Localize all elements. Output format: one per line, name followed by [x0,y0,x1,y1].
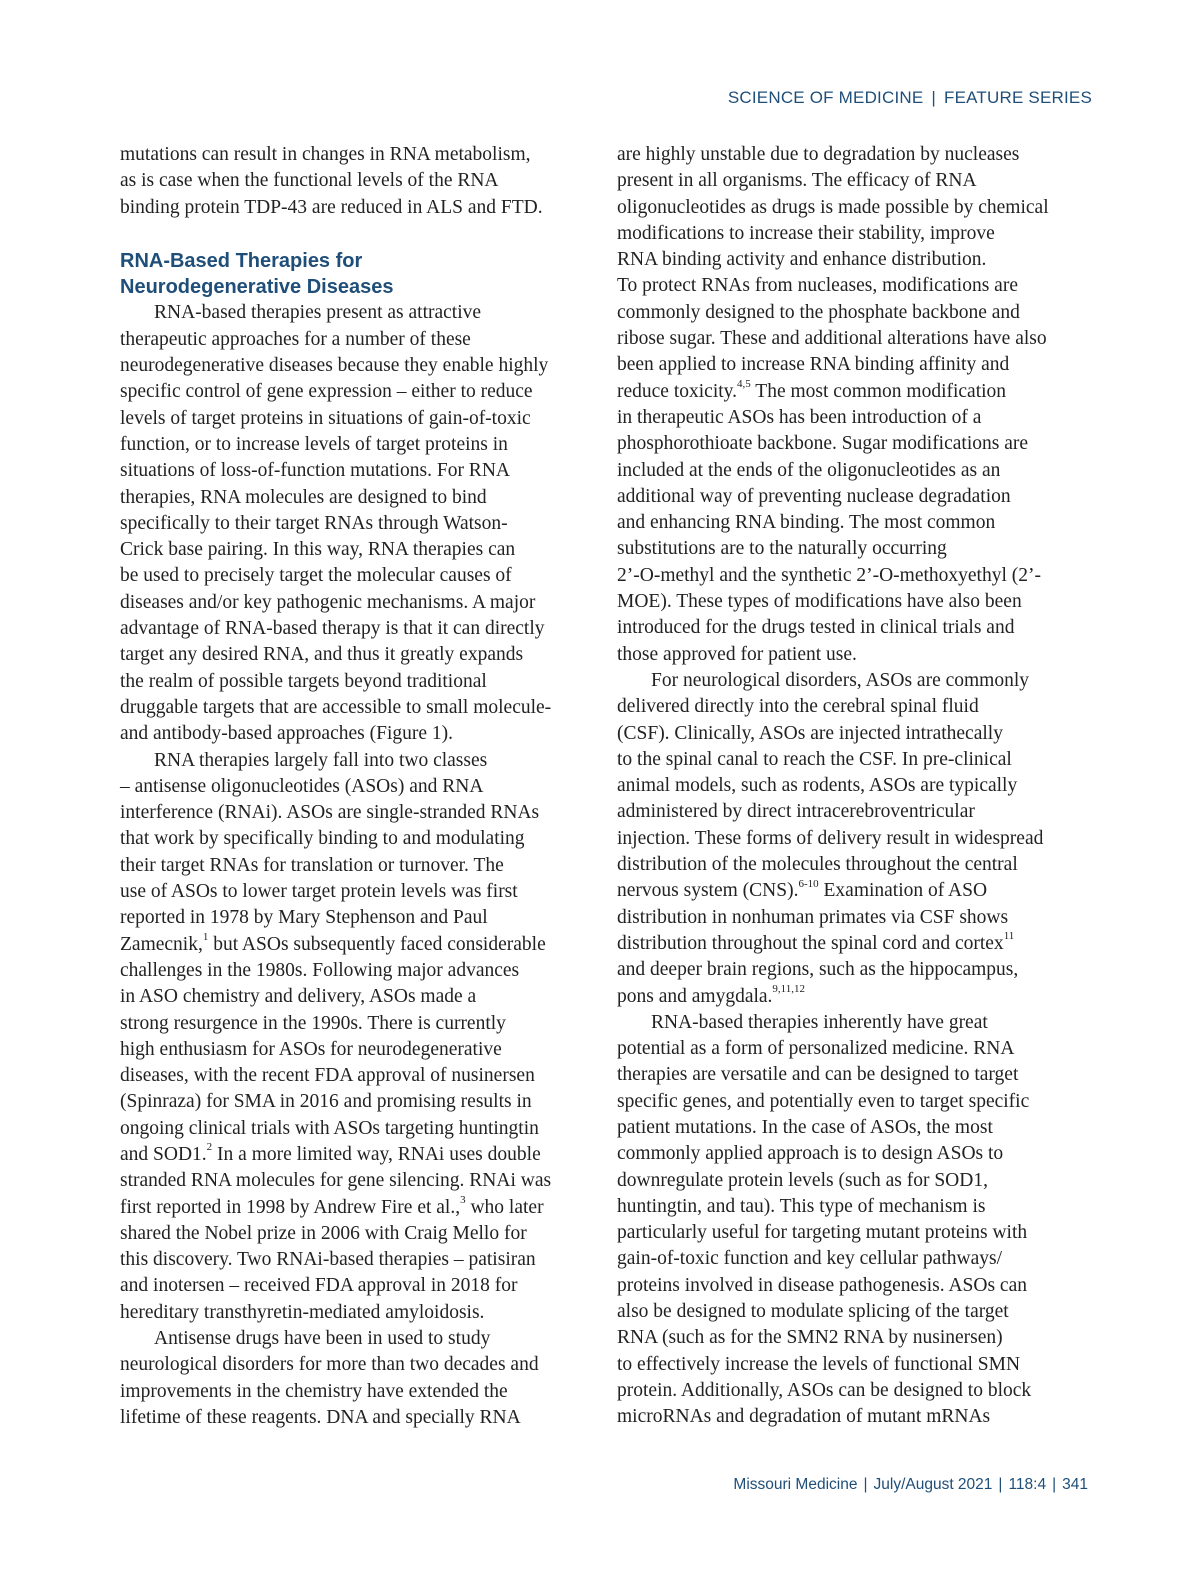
section-heading-line: RNA-Based Therapies for [120,249,363,272]
body-line: are highly unstable due to degradation by nucleases [617,144,1020,165]
body-line: (Spinraza) for SMA in 2016 and promising results in [120,1091,532,1113]
text-run: and SOD1. [120,1143,207,1165]
body-line: as is case when the functional levels of the RNA [120,170,499,192]
body-line: ongoing clinical trials with ASOs targeting huntingtin [120,1117,539,1139]
body-line: RNA therapies largely fall into two classes [154,749,488,771]
body-line: hereditary transthyretin-mediated amyloidosis. [120,1301,485,1323]
body-line: also be designed to modulate splicing of the target [617,1301,1009,1323]
body-line: in therapeutic ASOs has been introduction of a [617,406,982,428]
body-line: high enthusiasm for ASOs for neurodegenerative [120,1038,502,1060]
text-run: pons and amygdala. [617,985,773,1007]
body-line [120,932,600,958]
body-line: protein. Additionally, ASOs can be designed to block [617,1379,1032,1401]
body-line: ribose sugar. These and additional alterations have also [617,328,1047,350]
body-line: modifications to increase their stability, improve [617,222,995,244]
body-line: been applied to increase RNA binding affinity and [617,354,1010,376]
body-line: mutations can result in changes in RNA metabolism, [120,144,531,165]
body-line: lifetime of these reagents. DNA and specially RNA [120,1406,521,1428]
body-line: shared the Nobel prize in 2006 with Craig Mello for [120,1222,527,1244]
body-line [617,931,1097,957]
body-line: downregulate protein levels (such as for SOD1, [617,1169,988,1191]
citation-superscript: 9,11,12 [772,983,806,995]
footer-separator: | [1052,1476,1057,1493]
body-line: target any desired RNA, and thus it greatly expands [120,644,524,666]
body-line: 2’-O-methyl and the synthetic 2’-O-methoxyethyl (2’- [617,564,1042,586]
body-line: – antisense oligonucleotides (ASOs) and RNA [120,775,484,797]
body-line: commonly applied approach is to design ASOs to [617,1143,1004,1165]
body-line: RNA-based therapies present as attractive [154,302,482,324]
text-run: Examination of ASO [818,880,988,902]
header-series: FEATURE SERIES [944,88,1092,107]
body-line: huntingtin, and tau). This type of mechanism is [617,1195,986,1217]
footer-volume: 118:4 [1008,1476,1047,1493]
body-line: MOE). These types of modifications have also been [617,591,1022,613]
body-line: that work by specifically binding to and modulating [120,828,525,850]
body-line: Antisense drugs have been in used to study [154,1328,491,1350]
body-line: distribution of the molecules throughout the central [617,854,1018,876]
body-line: present in all organisms. The efficacy of RNA [617,170,977,192]
section-heading-line: Neurodegenerative Diseases [120,276,394,299]
right-column [617,142,1097,1431]
citation-superscript: 4,5 [737,378,751,391]
footer-separator: | [863,1476,868,1493]
body-line [617,984,1097,1010]
body-line: reported in 1978 by Mary Stephenson and Paul [120,907,488,929]
body-line: interference (RNAi). ASOs are single-stranded RNAs [120,802,540,824]
body-line: RNA binding activity and enhance distribution. [617,249,987,271]
body-line: levels of target proteins in situations of gain-of-toxic [120,407,531,429]
body-line: binding protein TDP-43 are reduced in ALS and FTD. [120,196,543,218]
body-line: and antibody-based approaches (Figure 1). [120,723,454,745]
body-line: and enhancing RNA binding. The most common [617,512,996,534]
text-run: The most common modification [750,380,1007,402]
body-line: Crick base pairing. In this way, RNA therapies can [120,539,516,561]
footer-issue: July/August 2021 [873,1476,993,1493]
text-run: In a more limited way, RNAi uses double [212,1143,541,1165]
header-separator: | [931,88,937,107]
body-line: diseases and/or key pathogenic mechanisms. A major [120,591,536,613]
citation-superscript: 11 [1003,930,1015,943]
body-line: injection. These forms of delivery result in widespread [617,827,1044,849]
body-line: proteins involved in disease pathogenesis. ASOs can [617,1274,1027,1296]
text-run: nervous system (CNS). [617,880,799,902]
body-line: therapeutic approaches for a number of these [120,328,471,350]
text-run: distribution throughout the spinal cord and cortex [617,932,1004,954]
citation-superscript: 2 [206,1141,213,1154]
body-line: use of ASOs to lower target protein levels was first [120,881,518,903]
citation-superscript: 1 [202,931,209,944]
body-line: in ASO chemistry and delivery, ASOs made a [120,986,477,1008]
body-line [120,1195,600,1221]
body-line: To protect RNAs from nucleases, modifications are [617,275,1018,297]
body-line: the realm of possible targets beyond traditional [120,670,487,692]
body-line: commonly designed to the phosphate backbone and [617,301,1020,323]
body-line: administered by direct intracerebroventricular [617,801,975,823]
body-line: therapies are versatile and can be designed to target [617,1064,1019,1086]
body-line: included at the ends of the oligonucleotides as an [617,459,1001,481]
body-line: distribution in nonhuman primates via CSF shows [617,906,1009,928]
body-line: stranded RNA molecules for gene silencing. RNAi was [120,1170,552,1192]
citation-superscript: 3 [460,1194,466,1207]
body-line: potential as a form of personalized medicine. RNA [617,1038,1015,1060]
body-line: be used to precisely target the molecular causes of [120,565,512,587]
body-line: and deeper brain regions, such as the hippocampus, [617,959,1019,981]
body-line: For neurological disorders, ASOs are commonly [651,669,1030,691]
body-line [617,878,1097,904]
body-line: RNA (such as for the SMN2 RNA by nusinersen) [617,1327,1003,1349]
body-line: RNA-based therapies inherently have great [651,1011,988,1033]
body-line: their target RNAs for translation or turnover. The [120,854,504,876]
body-line [120,1142,600,1168]
text-run: but ASOs subsequently faced considerable [208,933,546,955]
body-line: introduced for the drugs tested in clinical trials and [617,617,1015,639]
body-line: those approved for patient use. [617,643,857,665]
body-line [617,379,1097,405]
body-line: microRNAs and degradation of mutant mRNAs [617,1406,991,1428]
body-line: additional way of preventing nuclease degradation [617,485,1011,507]
left-column [120,142,600,1431]
text-run: reduce toxicity. [617,380,738,402]
body-line: specific control of gene expression – either to reduce [120,381,533,403]
body-line: and inotersen – received FDA approval in 2018 for [120,1275,518,1297]
body-line: this discovery. Two RNAi-based therapies – patisiran [120,1249,536,1271]
body-line: substitutions are to the naturally occurring [617,538,947,560]
body-line: oligonucleotides as drugs is made possible by chemical [617,196,1049,218]
body-line: challenges in the 1980s. Following major advances [120,959,520,981]
body-line: patient mutations. In the case of ASOs, the most [617,1116,993,1138]
text-run: first reported in 1998 by Andrew Fire et al., [120,1196,461,1218]
body-line: (CSF). Clinically, ASOs are injected intrathecally [617,722,1003,744]
footer-separator: | [998,1476,1003,1493]
body-line: animal models, such as rodents, ASOs are typically [617,775,1018,797]
page-footer [733,1476,1088,1494]
body-line: specific genes, and potentially even to target specific [617,1090,1030,1112]
body-line: druggable targets that are accessible to small molecule- [120,696,552,718]
body-line: phosphorothioate backbone. Sugar modifications are [617,433,1029,455]
running-header [728,88,1092,108]
page-number: 341 [1062,1476,1088,1493]
body-line: gain-of-toxic function and key cellular pathways/ [617,1248,1002,1270]
citation-superscript: 6-10 [798,877,819,890]
body-line: function, or to increase levels of target proteins in [120,433,508,455]
paragraph-gap [120,221,600,248]
text-run: who later [465,1196,544,1218]
body-line: improvements in the chemistry have extended the [120,1380,508,1402]
body-line: neurological disorders for more than two decades and [120,1354,539,1376]
body-line: diseases, with the recent FDA approval of nusinersen [120,1065,535,1087]
footer-journal: Missouri Medicine [733,1476,858,1493]
body-line: to the spinal canal to reach the CSF. In pre-clinical [617,748,1012,770]
body-line: neurodegenerative diseases because they enable highly [120,355,549,377]
body-line: strong resurgence in the 1990s. There is currently [120,1012,506,1034]
body-line: therapies, RNA molecules are designed to bind [120,486,487,508]
body-line: specifically to their target RNAs through Watson- [120,512,508,534]
body-line: advantage of RNA-based therapy is that it can directly [120,618,545,640]
body-line: to effectively increase the levels of functional SMN [617,1353,1021,1375]
header-section: SCIENCE OF MEDICINE [727,88,924,107]
body-line: particularly useful for targeting mutant proteins with [617,1222,1028,1244]
body-line: delivered directly into the cerebral spinal fluid [617,696,979,718]
body-line: situations of loss-of-function mutations. For RNA [120,460,510,482]
text-run: Zamecnik, [120,933,203,955]
